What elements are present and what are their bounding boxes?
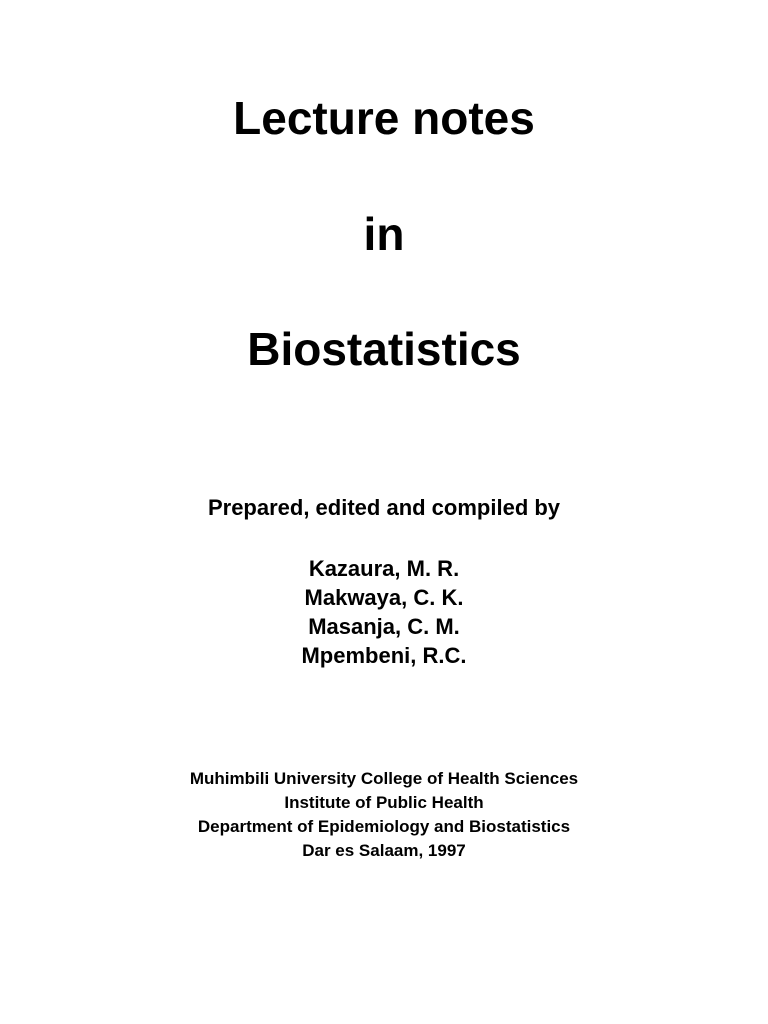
author-list — [0, 554, 768, 670]
institution-institute: Institute of Public Health — [284, 793, 484, 812]
institution-college: Muhimbili University College of Health Sciences — [189, 769, 579, 788]
institution-block — [0, 767, 768, 863]
institution-place-year: Dar es Salaam, 1997 — [302, 841, 466, 860]
author-name: Mpembeni, R.C. — [301, 643, 467, 668]
institution-department: Department of Epidemiology and Biostatistics — [197, 817, 571, 836]
prepared-by-line: Prepared, edited and compiled by — [207, 495, 561, 520]
author-name: Masanja, C. M. — [308, 614, 460, 639]
title-line-2: in — [363, 208, 405, 260]
title-line-3: Biostatistics — [247, 323, 521, 375]
author-name: Kazaura, M. R. — [308, 556, 460, 581]
author-name: Makwaya, C. K. — [304, 585, 464, 610]
title-line-1: Lecture notes — [233, 92, 535, 144]
